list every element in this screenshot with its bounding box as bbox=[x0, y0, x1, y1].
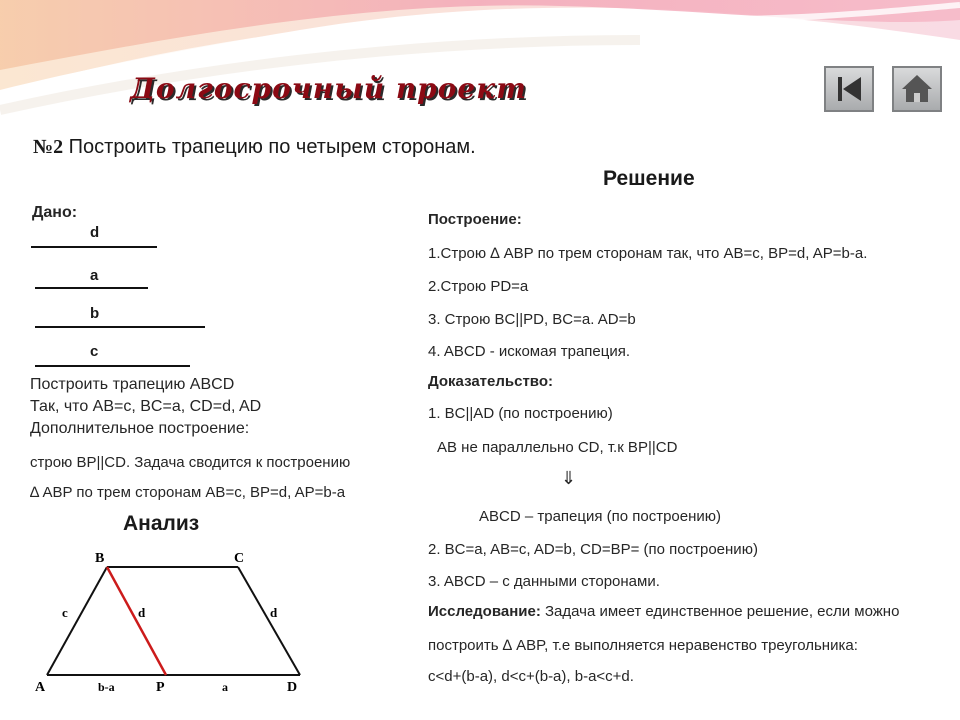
research-line: c<d+(b-a), d<c+(b-a), b-a<c+d. bbox=[428, 668, 634, 685]
given-line: Дополнительное построение: bbox=[30, 420, 250, 437]
task-text: Построить трапецию по четырем сторонам. bbox=[63, 136, 476, 158]
vertex-C: C bbox=[234, 551, 245, 566]
proof-line: 1. BC||AD (по построению) bbox=[428, 405, 613, 422]
segment-b bbox=[35, 326, 205, 328]
research-line: построить ∆ ABP, т.е выполняется неравенство треугольника: bbox=[428, 637, 858, 654]
label-AP: b-a bbox=[98, 680, 115, 694]
solution-heading: Решение bbox=[603, 167, 695, 190]
proof-line: 2. BC=a, AB=c, AD=b, CD=BP= (по построению) bbox=[428, 541, 758, 558]
construction-step: 2.Строю PD=a bbox=[428, 278, 529, 295]
segment-a bbox=[35, 287, 148, 289]
task-number: №2 bbox=[33, 136, 64, 158]
side-AB bbox=[47, 567, 107, 675]
proof-line: ABCD – трапеция (по построению) bbox=[479, 508, 722, 525]
vertex-A: A bbox=[35, 680, 46, 695]
proof-heading: Доказательство: bbox=[428, 373, 553, 390]
analysis-heading: Анализ bbox=[123, 512, 200, 535]
segment-label-c: c bbox=[90, 343, 99, 360]
construction-step: 4. ABCD - искомая трапеция. bbox=[428, 343, 631, 360]
segment-label-a: a bbox=[90, 267, 99, 284]
given-line: Так, что AB=c, BC=a, CD=d, AD bbox=[30, 398, 262, 415]
label-CD: d bbox=[270, 605, 278, 620]
vertex-D: D bbox=[287, 680, 298, 695]
proof-line: AB не параллельно CD, т.к BP||CD bbox=[437, 439, 678, 456]
segment-c bbox=[35, 365, 190, 367]
segment-label-d: d bbox=[90, 224, 100, 241]
label-AB: c bbox=[62, 605, 68, 620]
construction-heading: Построение: bbox=[428, 211, 522, 228]
vertex-B: B bbox=[95, 551, 105, 566]
given-line: ∆ ABP по трем сторонам AB=c, BP=d, AP=b-a bbox=[30, 484, 346, 501]
page-title: Долгосрочный проект bbox=[130, 72, 527, 105]
proof-line: 3. ABCD – с данными сторонами. bbox=[428, 573, 660, 590]
research-paragraph bbox=[428, 603, 899, 620]
construction-step: 1.Строю ∆ ABP по трем сторонам так, что AB=c, BP=d, AP=b-a. bbox=[428, 245, 868, 262]
back-button[interactable] bbox=[824, 66, 874, 112]
research-line: Задача имеет единственное решение, если можно bbox=[540, 603, 900, 620]
back-icon bbox=[826, 68, 872, 110]
home-icon bbox=[894, 68, 940, 110]
implies-arrow: ⇓ bbox=[561, 468, 577, 488]
home-button[interactable] bbox=[892, 66, 942, 112]
task-statement bbox=[33, 136, 476, 159]
given-line: Построить трапецию ABCD bbox=[30, 376, 235, 393]
label-BP: d bbox=[138, 605, 146, 620]
given-heading: Дано: bbox=[32, 204, 78, 221]
construction-step: 3. Строю BC||PD, BC=a. AD=b bbox=[428, 311, 636, 328]
research-heading: Исследование: bbox=[428, 603, 541, 620]
segment-label-b: b bbox=[90, 305, 100, 322]
vertex-P: P bbox=[156, 680, 165, 695]
side-CD bbox=[238, 567, 300, 675]
given-line: строю BP||CD. Задача сводится к построению bbox=[30, 454, 351, 471]
label-PD: a bbox=[222, 680, 228, 694]
trapezoid-diagram bbox=[30, 545, 320, 700]
segment-d bbox=[31, 246, 157, 248]
segment-BP bbox=[107, 567, 166, 675]
